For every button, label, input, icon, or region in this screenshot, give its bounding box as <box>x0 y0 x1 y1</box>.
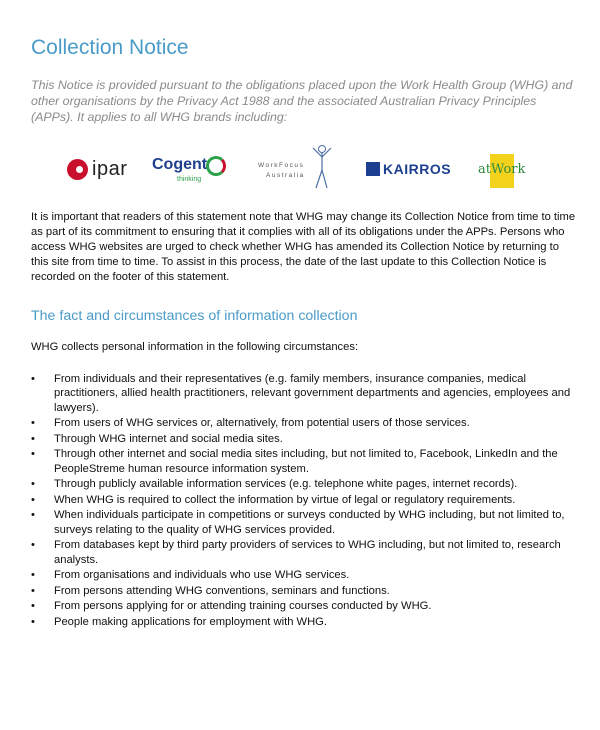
ipar-logo <box>67 158 127 181</box>
section-title: The fact and circumstances of information collection <box>31 308 358 324</box>
workfocus-logo-line2: Australia <box>266 172 305 179</box>
list-item: • Through publicly available information services (e.g. telephone white pages, internet records). <box>31 477 576 491</box>
kairros-mark-icon <box>366 162 380 176</box>
list-item: • Through WHG internet and social media sites. <box>31 432 576 446</box>
lead-text: WHG collects personal information in the following circumstances: <box>31 341 359 353</box>
list-item: • From persons attending WHG conventions, seminars and functions. <box>31 584 576 598</box>
circumstances-list <box>31 372 576 631</box>
atwork-logo-text: atWork <box>478 162 526 177</box>
atwork-logo <box>478 154 526 188</box>
update-paragraph: It is important that readers of this statement note that WHG may change its Collection Notice from time to time as part of its commitment to ensuring that it complies with all of its obligations under the APPs. Persons who access WHG websites are urged to check whether WHG has amended its Collection Notice by returning to this site from time to time. To assist in this process, the date of the last update to this Collection Notice is recorded on the footer of this statement. <box>31 211 576 283</box>
list-item: • From databases kept by third party providers of services to WHG including, but not limited to, research analysts. <box>31 538 576 567</box>
workfocus-logo-line1: WorkFocus <box>258 162 305 169</box>
ipar-mark-icon <box>67 159 88 180</box>
list-item: • When WHG is required to collect the information by virtue of legal or regulatory requirements. <box>31 493 576 507</box>
kairros-logo <box>366 161 451 177</box>
figure-icon <box>310 144 334 190</box>
list-item: • From individuals and their representatives (e.g. family members, insurance companies, medical practitioners, allied health practitioners, relevant government departments and agencies, employees and lawyers). <box>31 372 576 415</box>
intro-text: This Notice is provided pursuant to the obligations placed upon the Work Health Group (WHG) and other organisations by the Privacy Act 1988 and the associated Australian Privacy Principles (APPs). It applies to all WHG brands including: <box>31 78 573 124</box>
cogent-logo-subtext: thinking <box>177 176 202 183</box>
list-item: • From organisations and individuals who use WHG services. <box>31 568 576 582</box>
cogent-logo <box>152 156 208 183</box>
brand-logos <box>0 140 600 200</box>
list-item: • Through other internet and social media sites including, but not limited to, Facebook, LinkedIn and the PeopleStreme human resource information system. <box>31 447 576 476</box>
page-title: Collection Notice <box>31 36 189 59</box>
list-item: • From persons applying for or attending training courses conducted by WHG. <box>31 599 576 613</box>
kairros-logo-text: KAIRROS <box>383 161 452 177</box>
ipar-logo-text: ipar <box>92 158 128 180</box>
list-item: • From users of WHG services or, alternatively, from potential users of those services. <box>31 416 576 430</box>
list-item: • People making applications for employment with WHG. <box>31 615 576 629</box>
list-item: • When individuals participate in competitions or surveys conducted by WHG including, but not limited to, surveys relating to the quality of WHG services provided. <box>31 508 576 537</box>
cogent-mark-icon <box>206 156 226 176</box>
cogent-logo-text: Cogent <box>152 156 208 173</box>
